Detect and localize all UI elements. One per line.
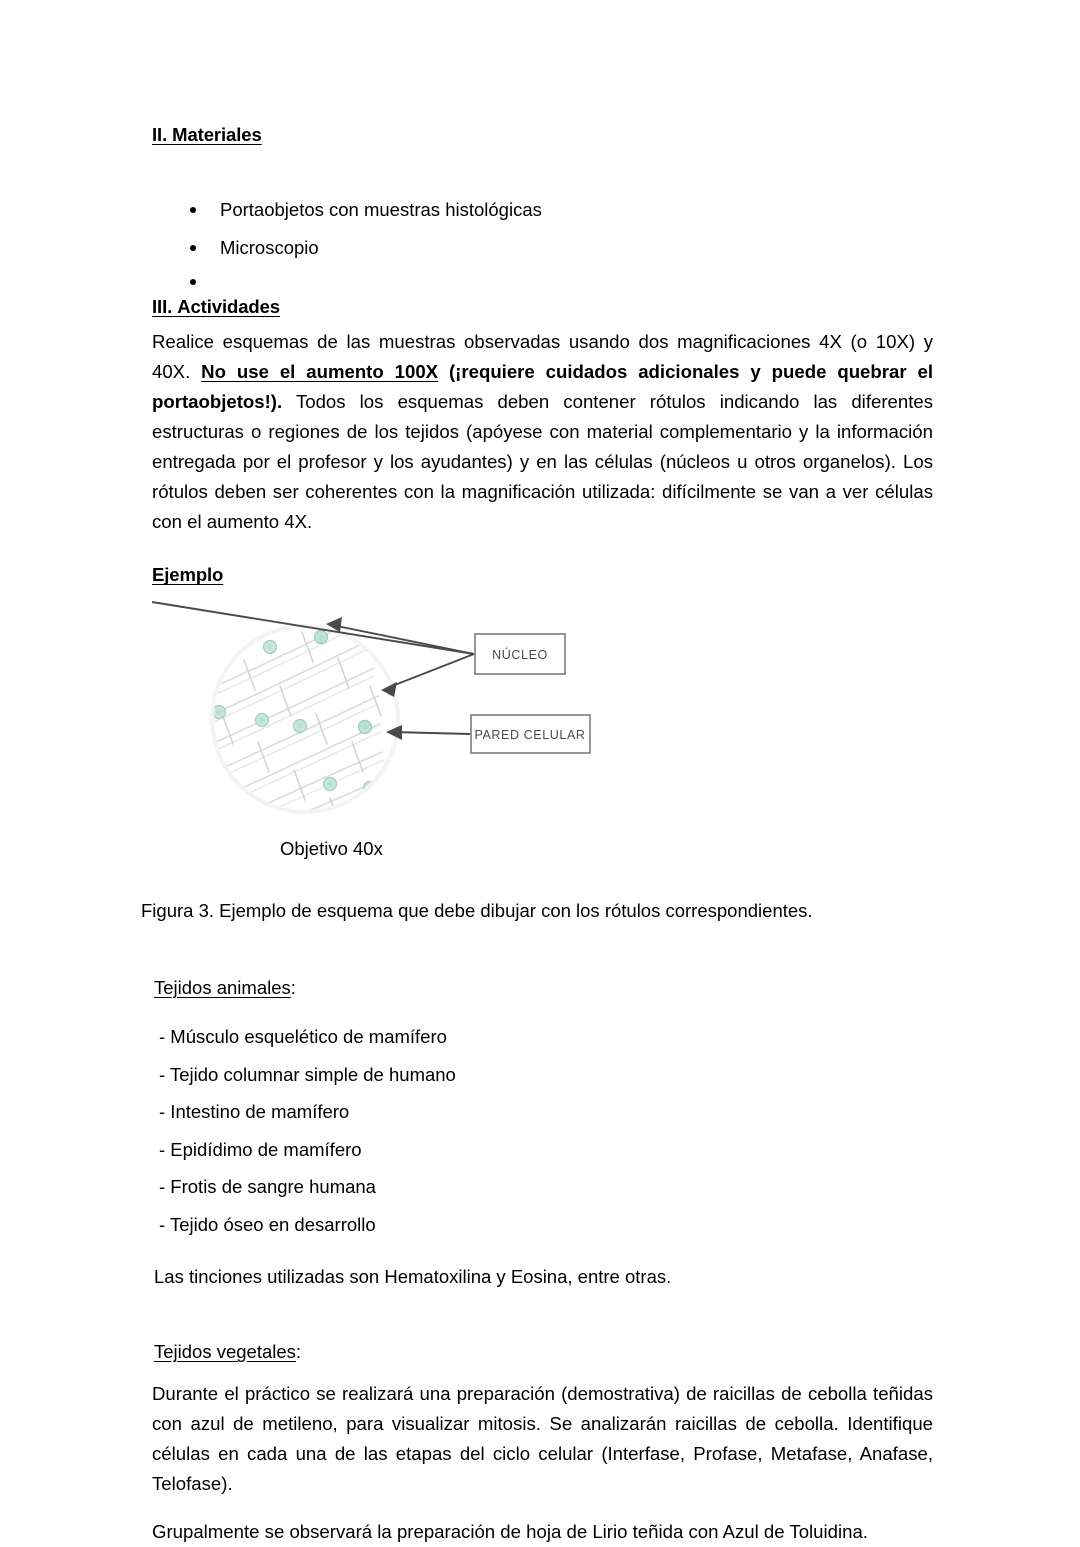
heading-materiales-number: II. <box>152 124 168 145</box>
list-item-label: - Epidídimo de mamífero <box>159 1138 362 1160</box>
list-item <box>159 1094 933 1132</box>
tejidos-animales-list <box>152 1019 933 1244</box>
label-nucleo-text: NÚCLEO <box>492 647 548 662</box>
subheading-tejidos-vegetales-colon: : <box>295 1341 302 1363</box>
list-item-label: Microscopio <box>220 237 319 259</box>
paragraph-actividades-part1: Realice esquemas de las muestras observadas usando dos magnificaciones 4X (o 10X) y 40X. <box>152 330 933 382</box>
list-item <box>152 191 933 229</box>
heading-ejemplo-title: Ejemplo <box>152 564 224 586</box>
label-pared-celular-text: PARED CELULAR <box>474 727 586 742</box>
list-item-label: - Tejido óseo en desarrollo <box>159 1213 376 1235</box>
list-item <box>159 1056 933 1094</box>
subheading-tejidos-vegetales <box>154 1343 933 1362</box>
paragraph-actividades-part2: Todos los esquemas deben contener rótulos indicando las diferentes estructuras o regiones de los tejidos (apóyese con material complementario y la información entregada por el profesor y los ayudantes) y en las células (núcleos u otros organelos). Los rótulos deben ser coherentes con la magnificación utilizada: difícilmente se van a ver células con el aumento 4X. <box>152 390 933 533</box>
paragraph-tejidos-vegetales: Durante el práctico se realizará una preparación (demostrativa) de raicillas de cebolla teñidas con azul de metileno, para visualizar mitosis. Se analizarán raicillas de cebolla. Identifique células en cada una de las etapas del ciclo celular (Interfase, Profase, Metafase, Anafase, Telofase). <box>152 1382 933 1495</box>
label-box-pared-celular <box>471 715 590 753</box>
list-item-label: - Tejido columnar simple de humano <box>159 1063 456 1085</box>
heading-actividades <box>152 297 933 317</box>
subheading-tejidos-animales-title: Tejidos animales <box>154 977 291 999</box>
document-content <box>141 0 933 1547</box>
figure-3 <box>152 602 933 902</box>
bullet-icon <box>190 207 196 213</box>
list-item <box>159 1131 933 1169</box>
paragraph-actividades-warning-bold: (¡requiere cuidados adicionales y puede quebrar el portaobjetos!). <box>152 360 933 412</box>
list-item <box>159 1169 933 1207</box>
bullet-icon <box>190 279 196 285</box>
list-item <box>159 1019 933 1057</box>
subheading-tejidos-animales-colon: : <box>290 977 296 999</box>
subheading-tejidos-vegetales-title: Tejidos vegetales <box>154 1341 296 1363</box>
list-item-label: - Músculo esquelético de mamífero <box>159 1026 447 1048</box>
subheading-tejidos-animales <box>154 979 933 998</box>
heading-actividades-number: III. <box>152 296 173 318</box>
heading-actividades-title: Actividades <box>177 296 280 318</box>
heading-materiales-title: Materiales <box>172 124 262 145</box>
list-item-label: - Intestino de mamífero <box>159 1101 350 1123</box>
figure-objetivo-label: Objetivo 40x <box>280 837 383 859</box>
bullet-icon <box>190 245 196 251</box>
heading-ejemplo <box>152 565 933 585</box>
label-box-nucleo <box>475 634 565 674</box>
materiales-list <box>152 191 933 297</box>
list-item-label: Portaobjetos con muestras histológicas <box>220 199 542 221</box>
list-item <box>152 267 933 297</box>
paragraph-closing: Grupalmente se observará la preparación de hoja de Lirio teñida con Azul de Toluidina. <box>152 1521 868 1543</box>
heading-materiales <box>152 125 933 145</box>
list-item <box>159 1206 933 1244</box>
figure-caption: Figura 3. Ejemplo de esquema que debe dibujar con los rótulos correspondientes. <box>141 899 813 921</box>
list-item <box>152 229 933 267</box>
paragraph-actividades-warning-underlined: No use el aumento 100X <box>201 360 439 382</box>
arrow-pared-celular <box>386 725 470 740</box>
paragraph-actividades <box>152 327 933 538</box>
tinciones-note: Las tinciones utilizadas son Hematoxilina y Eosina, entre otras. <box>154 1265 672 1287</box>
microscope-view-diagram <box>152 602 933 842</box>
list-item-label: - Frotis de sangre humana <box>159 1176 376 1198</box>
